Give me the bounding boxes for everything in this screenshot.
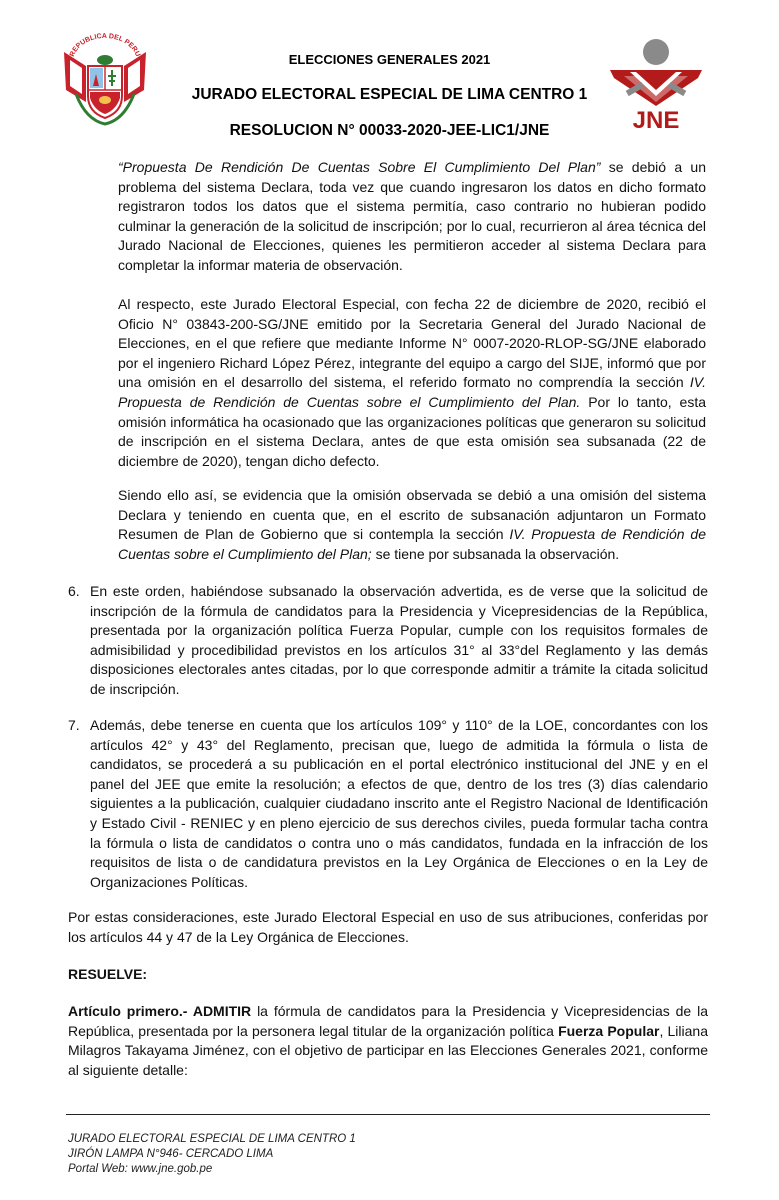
paragraph-2-text-a: Al respecto, este Jurado Electoral Especial, con fecha 22 de diciembre de 2020, recibió el Oficio N° 03843-200-SG/JNE emitido por la Secretaria General del Jurado Nacional de Elecciones, en el que refiere que mediante Informe N° 0007-2020-RLOP-SG/JNE elaborado por el ingeniero Richard López Pérez, integrante del equipo a cargo del SIJE, informó que por una omisión en el desarrollo del sistema, el referido formato no comprendía la sección [118,296,706,391]
list-item-number: 7. [68,717,80,733]
jne-logo-text: JNE [632,107,680,132]
election-title: ELECCIONES GENERALES 2021 [288,52,491,67]
list-item-6 [68,582,708,700]
footer-line-2: JIRÓN LAMPA N°946- CERCADO LIMA [68,1148,274,1160]
paragraph-1 [118,158,706,276]
plan-section-title: “Propuesta De Rendición De Cuentas Sobre El Cumplimiento Del Plan” [118,159,601,175]
jne-logo [606,36,706,132]
list-item-text: En este orden, habiéndose subsanado la observación advertida, es de verse que la solicitud de inscripción de la fórmula de candidatos para la Presidencia y Vicepresidencias de la República, presentada por la organización política Fuerza Popular, cumple con los requisitos formales de admisibilidad y procedibilidad previstos en los artículos 31° al 33°del Reglamento y las demás disposiciones electorales antes citadas, por lo que corresponde admitir a trámite la citada solicitud de inscripción. [90,583,708,697]
considerations-paragraph [68,908,708,947]
article-text-c: , con el objetivo de participar en las Elecciones Generales 2021, conforme al siguiente detalle: [68,1042,708,1078]
article-heading: Artículo primero.- ADMITIR [68,1003,252,1019]
list-item-7 [68,716,708,892]
list-item-number: 6. [68,583,80,599]
paragraph-2-italic: IV. Propuesta de Rendición de Cuentas sobre el Cumplimiento del Plan. [118,374,706,410]
paragraph-2-text-b: Por lo tanto, esta omisión informática ha ocasionado que las organizaciones políticas que generaron su solicitud de inscripción en el sistema Declara, antes de que esta omisión sea subsanada (22 de diciembre de 2020), tengan dicho defecto. [118,393,706,469]
article-text-a: la fórmula de candidatos para la Presidencia y Vicepresidencias de la República, presentada por la personera legal titular de la organización política [68,1003,708,1039]
considerations-text: Por estas consideraciones, este Jurado Electoral Especial en uso de sus atribuciones, conferidas por los artículos 44 y 47 de la Ley Orgánica de Elecciones. [68,909,708,945]
paragraph-1-text: se debió a un problema del sistema Declara, toda vez que cuando ingresaron los datos en dicho formato registraron todos los datos que el sistema permitía, caso contrario no hubieran podido culminar la generación de la solicitud de inscripción; por lo cual, recurrieron al área técnica del Jurado Nacional de Elecciones, quienes les permitieron acceder al sistema Declara para completar la informar materia de observación. [118,159,706,273]
article-org: Fuerza Popular [558,1022,660,1039]
footer-divider [66,1114,710,1115]
paragraph-2 [118,295,706,471]
article-paragraph [68,1002,708,1080]
paragraph-3-text-a: Siendo ello así, se evidencia que la omisión observada se debió a una omisión del sistema Declara y teniendo en cuenta que, en el escrito de subsanación adjuntaron un Formato Resumen de Plan de Gobierno que si contempla la sección [118,487,706,543]
list-item-text: Además, debe tenerse en cuenta que los artículos 109° y 110° de la LOE, concordantes con los artículos 42° y 43° del Reglamento, precisan que, luego de admitida la fórmula o lista de candidatos, se procederá a su publicación en el portal electrónico institucional del JNE y en el panel del JEE que emite la resolución; a efectos de que, dentro de los tres (3) días calendario siguientes a la publicación, cualquier ciudadano inscrito ante el Registro Nacional de Identificación y Estado Civil - RENIEC y en pleno ejercicio de sus derechos civiles, pueda formular tacha contra la fórmula o lista de candidatos o contra uno o más candidatos, fundada en la infracción de los requisitos de lista o de candidatura previstos en la Ley Orgánica de Elecciones o en la Ley de Organizaciones Políticas. [90,717,708,890]
footer [68,1132,356,1177]
seal-label: REPUBLICA DEL PERU [68,32,142,58]
paragraph-3-text-b: se tiene por subsanada la observación. [371,545,620,562]
resuelve-heading: RESUELVE: [68,966,148,982]
paragraph-3 [118,486,706,564]
article-text-b: , Liliana Milagros Takayama Jiménez [68,1022,708,1059]
jurado-title: JURADO ELECTORAL ESPECIAL DE LIMA CENTRO 1 [191,86,588,103]
peru-coat-of-arms [56,30,154,130]
footer-line-1: JURADO ELECTORAL ESPECIAL DE LIMA CENTRO 1 [68,1133,356,1145]
footer-line-3: Portal Web: www.jne.gob.pe [68,1163,213,1175]
paragraph-3-italic: IV. Propuesta de Rendición de Cuentas sobre el Cumplimiento del Plan; [118,526,706,562]
resolution-number: RESOLUCION N° 00033-2020-JEE-LIC1/JNE [229,122,550,139]
